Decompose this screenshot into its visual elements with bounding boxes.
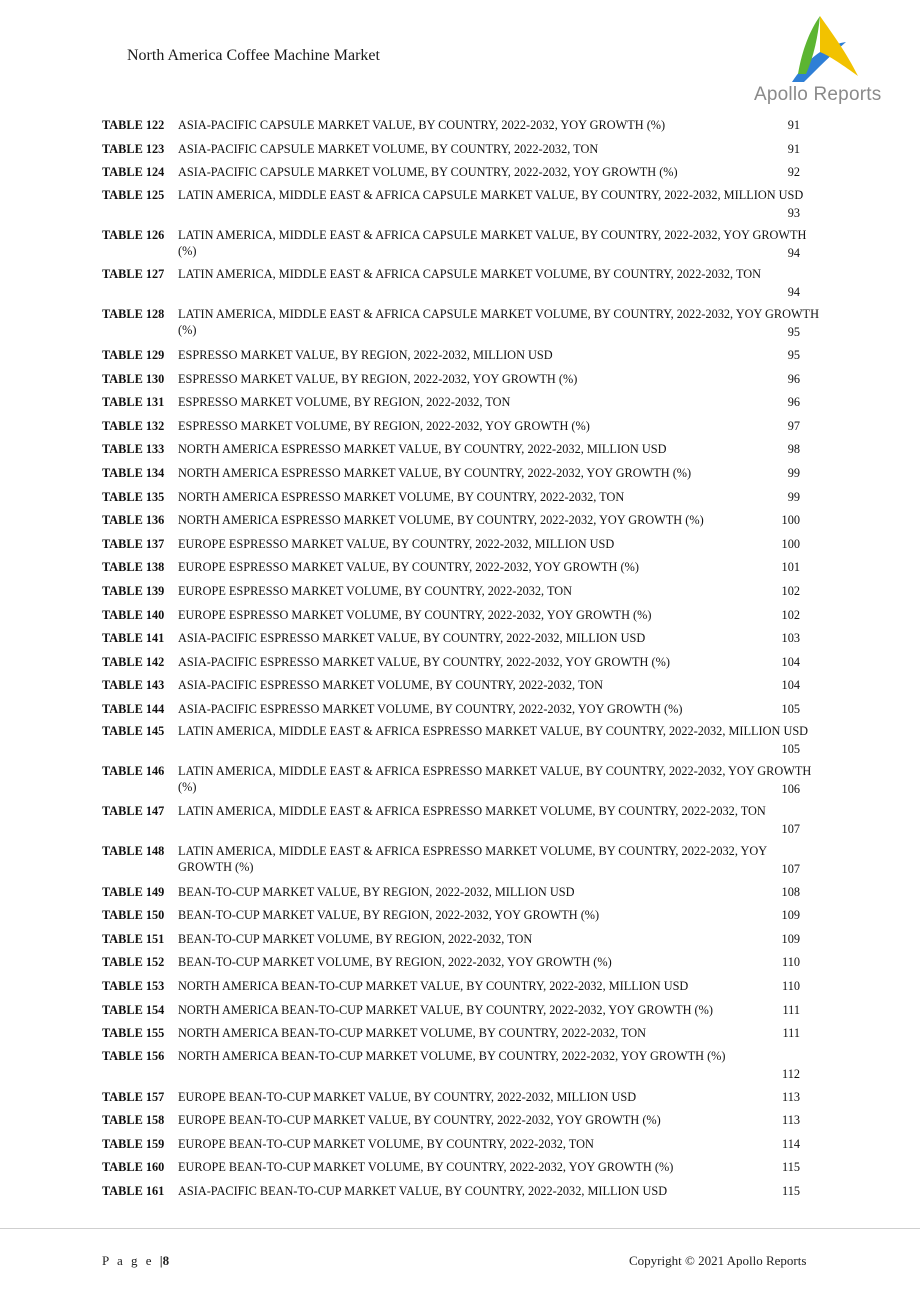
toc-entry-title: ASIA-PACIFIC CAPSULE MARKET VALUE, BY COUNTRY, 2022-2032, YOY GROWTH (%) — [178, 118, 666, 132]
toc-entry-title: ESPRESSO MARKET VALUE, BY REGION, 2022-2032, YOY GROWTH (%) — [178, 371, 578, 386]
page-separator: | — [159, 1253, 163, 1268]
toc-entry[interactable] — [102, 841, 822, 881]
toc-entry-title: EUROPE BEAN-TO-CUP MARKET VOLUME, BY COUNTRY, 2022-2032, YOY GROWTH (%) — [178, 1160, 674, 1175]
logo — [754, 12, 894, 110]
toc-entry-number: TABLE 136 — [102, 513, 165, 528]
toc-entry-page: 107 — [781, 861, 800, 876]
toc-entry-number: TABLE 155 — [102, 1026, 165, 1041]
toc-entry[interactable] — [102, 975, 822, 999]
toc-entry-number: TABLE 149 — [102, 884, 165, 899]
toc-entry[interactable] — [102, 304, 822, 344]
toc-entry-page: 94 — [787, 285, 800, 300]
toc-entry-page: 91 — [787, 118, 800, 132]
toc-entry[interactable] — [102, 344, 822, 368]
toc-entry-title: LATIN AMERICA, MIDDLE EAST & AFRICA ESPRESSO MARKET VALUE, BY COUNTRY, 2022-2032, YOY GROWTH (%) — [178, 764, 812, 795]
toc-entry-page: 110 — [782, 979, 800, 994]
toc-entry[interactable] — [102, 999, 822, 1023]
toc-entry-page: 99 — [787, 489, 800, 504]
toc-entry-title: NORTH AMERICA ESPRESSO MARKET VALUE, BY COUNTRY, 2022-2032, MILLION USD — [178, 442, 667, 457]
toc-entry[interactable] — [102, 185, 822, 225]
toc-entry-title: ASIA-PACIFIC CAPSULE MARKET VOLUME, BY COUNTRY, 2022-2032, TON — [178, 141, 599, 156]
toc-entry-number: TABLE 130 — [102, 371, 165, 386]
toc-entry-title: NORTH AMERICA BEAN-TO-CUP MARKET VOLUME, BY COUNTRY, 2022-2032, YOY GROWTH (%) — [178, 1048, 726, 1063]
toc-entry[interactable] — [102, 415, 822, 439]
toc-entry-title: LATIN AMERICA, MIDDLE EAST & AFRICA ESPRESSO MARKET VOLUME, BY COUNTRY, 2022-2032, YOY GROWTH (%) — [178, 843, 767, 874]
toc-entry[interactable] — [102, 604, 822, 628]
toc-entry[interactable] — [102, 391, 822, 415]
toc-entry-title: ASIA-PACIFIC CAPSULE MARKET VOLUME, BY COUNTRY, 2022-2032, YOY GROWTH (%) — [178, 165, 678, 180]
toc-entry-title: BEAN-TO-CUP MARKET VOLUME, BY REGION, 2022-2032, TON — [178, 931, 533, 946]
toc-entry-title: EUROPE ESPRESSO MARKET VOLUME, BY COUNTRY, 2022-2032, YOY GROWTH (%) — [178, 607, 652, 622]
toc-entry-title: LATIN AMERICA, MIDDLE EAST & AFRICA CAPSULE MARKET VOLUME, BY COUNTRY, 2022-2032, YOY GROWTH (%) — [178, 307, 819, 338]
toc-entry[interactable] — [102, 161, 822, 185]
toc-entry-page: 96 — [787, 395, 800, 410]
toc-entry[interactable] — [102, 698, 822, 722]
toc-entry[interactable] — [102, 881, 822, 905]
toc-entry[interactable] — [102, 438, 822, 462]
toc-entry[interactable] — [102, 486, 822, 510]
toc-entry[interactable] — [102, 1086, 822, 1110]
toc-entry-page: 102 — [781, 583, 800, 598]
toc-entry-title: BEAN-TO-CUP MARKET VOLUME, BY REGION, 2022-2032, YOY GROWTH (%) — [178, 955, 612, 970]
toc-entry-page: 97 — [787, 418, 800, 433]
toc-entry[interactable] — [102, 533, 822, 557]
toc-entry-title: LATIN AMERICA, MIDDLE EAST & AFRICA CAPSULE MARKET VALUE, BY COUNTRY, 2022-2032, YOY GROWTH (%) — [178, 227, 807, 258]
toc-entry-page: 109 — [781, 908, 800, 923]
toc-entry-page: 92 — [787, 165, 800, 180]
toc-entry-title: EUROPE ESPRESSO MARKET VALUE, BY COUNTRY, 2022-2032, YOY GROWTH (%) — [178, 560, 639, 575]
toc-entry-number: TABLE 159 — [102, 1136, 165, 1151]
toc-entry-page: 115 — [782, 1160, 800, 1175]
toc-entry-page: 103 — [781, 631, 800, 646]
toc-entry[interactable] — [102, 1156, 822, 1180]
apollo-logo-icon — [790, 12, 860, 84]
toc-entry-title: ASIA-PACIFIC ESPRESSO MARKET VALUE, BY COUNTRY, 2022-2032, YOY GROWTH (%) — [178, 654, 670, 669]
toc-entry-title: ESPRESSO MARKET VALUE, BY REGION, 2022-2032, MILLION USD — [178, 347, 553, 362]
toc-entry[interactable] — [102, 138, 822, 162]
toc-entry-page: 95 — [787, 325, 800, 340]
page-label: P a g e — [102, 1253, 155, 1268]
toc-entry-page: 109 — [781, 931, 800, 946]
toc-entry-number: TABLE 124 — [102, 165, 165, 180]
toc-entry-number: TABLE 126 — [102, 227, 165, 242]
toc-entry-title: BEAN-TO-CUP MARKET VALUE, BY REGION, 2022-2032, MILLION USD — [178, 884, 575, 899]
toc-entry-number: TABLE 142 — [102, 654, 165, 669]
toc-entry-number: TABLE 138 — [102, 560, 165, 575]
toc-entry[interactable] — [102, 368, 822, 392]
toc-entry-page: 91 — [787, 141, 800, 156]
toc-entry-number: TABLE 157 — [102, 1089, 165, 1104]
toc-entry-page: 111 — [782, 1002, 800, 1017]
toc-entry-number: TABLE 139 — [102, 583, 165, 598]
toc-entry-number: TABLE 154 — [102, 1002, 165, 1017]
toc-entry-number: TABLE 123 — [102, 141, 165, 156]
toc-entry-number: TABLE 147 — [102, 804, 165, 819]
toc-entry-number: TABLE 131 — [102, 395, 165, 410]
toc-entry-number: TABLE 161 — [102, 1183, 165, 1198]
footer-page-indicator — [102, 1253, 169, 1269]
toc-entry-number: TABLE 153 — [102, 979, 165, 994]
toc-entry[interactable] — [102, 225, 822, 265]
toc-entry-page: 110 — [782, 955, 800, 970]
toc-entry[interactable] — [102, 556, 822, 580]
toc-entry-page: 108 — [781, 884, 800, 899]
toc-entry-page: 104 — [781, 678, 800, 693]
toc-entry-page: 96 — [787, 371, 800, 386]
toc-entry-number: TABLE 141 — [102, 631, 165, 646]
toc-entry-title: ESPRESSO MARKET VOLUME, BY REGION, 2022-2032, YOY GROWTH (%) — [178, 418, 590, 433]
toc-entry-page: 102 — [781, 607, 800, 622]
logo-text: Apollo Reports — [754, 84, 882, 105]
toc-entry[interactable] — [102, 114, 822, 138]
toc-entry-number: TABLE 128 — [102, 307, 165, 322]
toc-entry[interactable] — [102, 509, 822, 533]
toc-entry-page: 113 — [782, 1089, 800, 1104]
toc-entry-title: ASIA-PACIFIC ESPRESSO MARKET VOLUME, BY COUNTRY, 2022-2032, YOY GROWTH (%) — [178, 701, 683, 716]
toc-entry-number: TABLE 132 — [102, 418, 165, 433]
toc-entry-page: 112 — [782, 1066, 800, 1081]
toc-entry[interactable] — [102, 721, 822, 761]
toc-entry-page: 114 — [782, 1136, 800, 1151]
toc-entry[interactable] — [102, 1046, 822, 1086]
toc-entry-number: TABLE 135 — [102, 489, 165, 504]
toc-entry-number: TABLE 150 — [102, 908, 165, 923]
toc-entry-page: 101 — [781, 560, 800, 575]
toc-entry-page: 99 — [787, 465, 800, 480]
toc-entry-number: TABLE 127 — [102, 267, 165, 282]
toc-entry-page: 100 — [781, 513, 800, 528]
toc-entry-number: TABLE 158 — [102, 1113, 165, 1128]
toc-entry-number: TABLE 144 — [102, 701, 165, 716]
toc-entry[interactable] — [102, 674, 822, 698]
toc-entry-title: EUROPE BEAN-TO-CUP MARKET VALUE, BY COUNTRY, 2022-2032, YOY GROWTH (%) — [178, 1113, 661, 1128]
toc-entry-number: TABLE 146 — [102, 764, 165, 779]
toc-entry-title: NORTH AMERICA ESPRESSO MARKET VALUE, BY COUNTRY, 2022-2032, YOY GROWTH (%) — [178, 465, 692, 480]
toc-entry-title: LATIN AMERICA, MIDDLE EAST & AFRICA ESPRESSO MARKET VALUE, BY COUNTRY, 2022-2032, MILLION USD — [178, 724, 809, 739]
toc-entry[interactable] — [102, 761, 822, 801]
toc-entry-title: LATIN AMERICA, MIDDLE EAST & AFRICA ESPRESSO MARKET VOLUME, BY COUNTRY, 2022-2032, TON — [178, 804, 766, 819]
toc-entry[interactable] — [102, 928, 822, 952]
toc-entry-title: EUROPE ESPRESSO MARKET VOLUME, BY COUNTRY, 2022-2032, TON — [178, 583, 573, 598]
table-of-contents — [102, 114, 822, 1204]
toc-entry[interactable] — [102, 462, 822, 486]
toc-entry-number: TABLE 160 — [102, 1160, 165, 1175]
toc-entry-page: 100 — [781, 536, 800, 551]
toc-entry-number: TABLE 125 — [102, 187, 165, 202]
toc-entry-number: TABLE 122 — [102, 118, 165, 132]
toc-entry-page: 93 — [787, 205, 800, 220]
footer-copyright: Copyright © 2021 Apollo Reports — [629, 1253, 807, 1268]
toc-entry-page: 94 — [787, 245, 800, 260]
toc-entry-number: TABLE 152 — [102, 955, 165, 970]
toc-entry[interactable] — [102, 904, 822, 928]
toc-entry-title: LATIN AMERICA, MIDDLE EAST & AFRICA CAPSULE MARKET VOLUME, BY COUNTRY, 2022-2032, TON — [178, 267, 762, 282]
toc-entry[interactable] — [102, 801, 822, 841]
toc-entry-number: TABLE 129 — [102, 347, 165, 362]
toc-entry-title: NORTH AMERICA BEAN-TO-CUP MARKET VALUE, BY COUNTRY, 2022-2032, MILLION USD — [178, 979, 689, 994]
toc-entry[interactable] — [102, 580, 822, 604]
toc-entry-number: TABLE 134 — [102, 465, 165, 480]
toc-entry[interactable] — [102, 627, 822, 651]
toc-entry-number: TABLE 137 — [102, 536, 165, 551]
toc-entry[interactable] — [102, 651, 822, 675]
toc-entry-title: NORTH AMERICA ESPRESSO MARKET VOLUME, BY COUNTRY, 2022-2032, TON — [178, 489, 625, 504]
document-title: North America Coffee Machine Market — [127, 47, 380, 64]
toc-entry[interactable] — [102, 1180, 822, 1204]
toc-entry-number: TABLE 143 — [102, 678, 165, 693]
toc-entry[interactable] — [102, 1133, 822, 1157]
toc-entry-page: 98 — [787, 442, 800, 457]
toc-entry-title: EUROPE BEAN-TO-CUP MARKET VALUE, BY COUNTRY, 2022-2032, MILLION USD — [178, 1089, 637, 1104]
toc-entry-title: EUROPE BEAN-TO-CUP MARKET VOLUME, BY COUNTRY, 2022-2032, TON — [178, 1136, 594, 1151]
toc-entry-title: NORTH AMERICA BEAN-TO-CUP MARKET VALUE, BY COUNTRY, 2022-2032, YOY GROWTH (%) — [178, 1002, 713, 1017]
toc-entry-number: TABLE 148 — [102, 843, 165, 858]
toc-entry-page: 115 — [782, 1183, 800, 1198]
toc-entry-title: EUROPE ESPRESSO MARKET VALUE, BY COUNTRY, 2022-2032, MILLION USD — [178, 536, 615, 551]
toc-entry[interactable] — [102, 264, 822, 304]
toc-entry[interactable] — [102, 951, 822, 975]
toc-entry[interactable] — [102, 1022, 822, 1046]
toc-entry-title: ASIA-PACIFIC ESPRESSO MARKET VOLUME, BY COUNTRY, 2022-2032, TON — [178, 678, 603, 693]
toc-entry-page: 111 — [782, 1026, 800, 1041]
page-number: 8 — [162, 1253, 170, 1268]
toc-entry-title: NORTH AMERICA BEAN-TO-CUP MARKET VOLUME, BY COUNTRY, 2022-2032, TON — [178, 1026, 647, 1041]
toc-entry-title: LATIN AMERICA, MIDDLE EAST & AFRICA CAPSULE MARKET VALUE, BY COUNTRY, 2022-2032, MILLION USD — [178, 187, 804, 202]
toc-entry-page: 113 — [782, 1113, 800, 1128]
toc-entry-number: TABLE 140 — [102, 607, 165, 622]
toc-entry-page: 95 — [787, 347, 800, 362]
toc-entry-page: 105 — [781, 701, 800, 716]
toc-entry-title: ASIA-PACIFIC ESPRESSO MARKET VALUE, BY COUNTRY, 2022-2032, MILLION USD — [178, 631, 646, 646]
toc-entry-number: TABLE 133 — [102, 442, 165, 457]
toc-entry-page: 106 — [781, 782, 800, 797]
toc-entry-page: 107 — [781, 822, 800, 837]
toc-entry-title: ESPRESSO MARKET VOLUME, BY REGION, 2022-2032, TON — [178, 395, 511, 410]
toc-entry-number: TABLE 145 — [102, 724, 165, 739]
toc-entry-title: ASIA-PACIFIC BEAN-TO-CUP MARKET VALUE, BY COUNTRY, 2022-2032, MILLION USD — [178, 1183, 668, 1198]
toc-entry[interactable] — [102, 1109, 822, 1133]
toc-entry-page: 104 — [781, 654, 800, 669]
footer-divider — [0, 1228, 920, 1229]
toc-entry-number: TABLE 156 — [102, 1048, 165, 1063]
toc-entry-page: 105 — [781, 742, 800, 757]
toc-entry-title: BEAN-TO-CUP MARKET VALUE, BY REGION, 2022-2032, YOY GROWTH (%) — [178, 908, 600, 923]
toc-entry-number: TABLE 151 — [102, 931, 165, 946]
toc-entry-title: NORTH AMERICA ESPRESSO MARKET VOLUME, BY COUNTRY, 2022-2032, YOY GROWTH (%) — [178, 513, 704, 528]
